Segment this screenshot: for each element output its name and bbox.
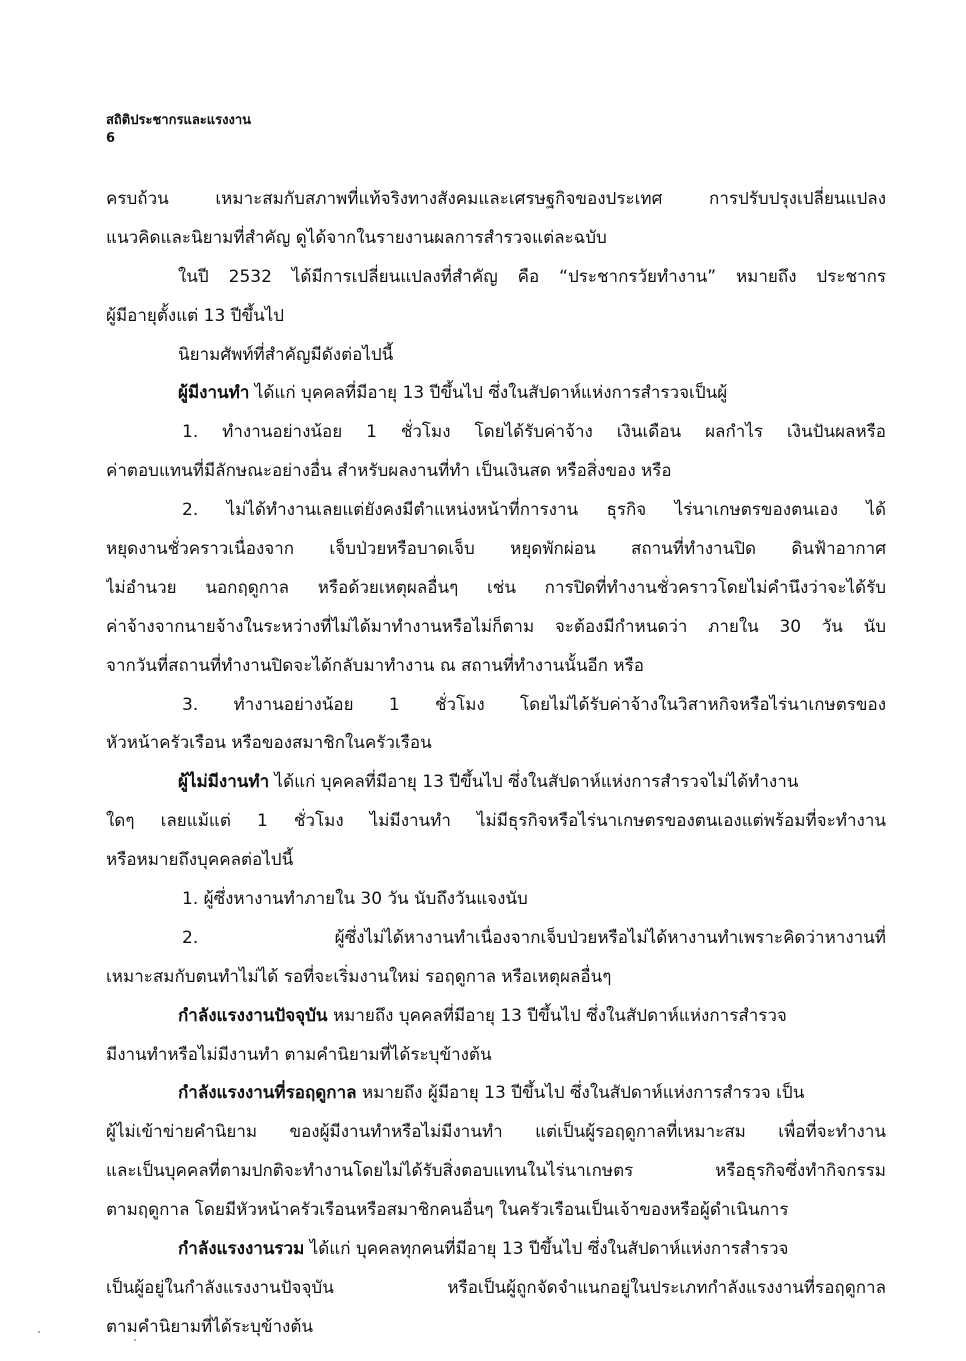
paragraph-line: ไม่อำนวย นอกฤดูกาล หรือด้วยเหตุผลอื่นๆ เช่น การปิดที่ทำงานชั่วคราวโดยไม่คำนึงว่าจะได้รับ <box>106 577 886 598</box>
definition-term: กำลังแรงงานที่รอฤดูกาล <box>178 1083 357 1104</box>
paragraph-line: ค่าตอบแทนที่มีลักษณะอย่างอื่น สำหรับผลงานที่ทำ เป็นเงินสด หรือสิ่งของ หรือ <box>106 461 672 482</box>
paragraph-line: ครบถ้วน เหมาะสมกับสภาพที่แท้จริงทางสังคมและเศรษฐกิจของประเทศ การปรับปรุงเปลี่ยนแปลง <box>106 189 886 209</box>
page-header <box>106 112 251 148</box>
paragraph-line: แนวคิดและนิยามที่สำคัญ ดูได้จากในรายงานผลการสำรวจแต่ละฉบับ <box>106 227 607 248</box>
paragraph-line: ตามคำนิยามที่ได้ระบุข้างต้น <box>106 1316 314 1337</box>
definition-text: ได้แก่ บุคคลที่มีอายุ 13 ปีขึ้นไป ซึ่งในสัปดาห์แห่งการสำรวจไม่ได้ทำงาน <box>269 772 799 793</box>
running-title: สถิติประชากรและแรงงาน <box>106 113 252 128</box>
definition-term: กำลังแรงงานปัจจุบัน <box>178 1005 328 1026</box>
definition-term: ผู้ไม่มีงานทำ <box>178 772 270 793</box>
list-item-line: 1. ผู้ซึ่งหางานทำภายใน 30 วัน นับถึงวันแจงนับ <box>182 889 528 910</box>
paragraph-line: มีงานทำหรือไม่มีงานทำ ตามคำนิยามที่ได้ระบุข้างต้น <box>106 1044 492 1065</box>
paragraph-line: หยุดงานชั่วคราวเนื่องจาก เจ็บป่วยหรือบาดเจ็บ หยุดพักผ่อน สถานที่ทำงานปิด ดินฟ้าอากาศ <box>106 539 886 560</box>
page-number: 6 <box>106 131 116 146</box>
body-text <box>106 180 886 1347</box>
paragraph-line: ในปี 2532 ได้มีการเปลี่ยนแปลงที่สำคัญ คือ “ประชากรวัยทำงาน” หมายถึง ประชากร <box>178 266 886 287</box>
list-item-line: 2. ไม่ได้ทำงานเลยแต่ยังคงมีตำแหน่งหน้าที่การงาน ธุรกิจ ไร่นาเกษตรของตนเอง ได้ <box>182 500 886 521</box>
paragraph-line: ตามฤดูกาล โดยมีหัวหน้าครัวเรือนหรือสมาชิกคนอื่นๆ ในครัวเรือนเป็นเจ้าของหรือผู้ดำเนินการ <box>106 1200 789 1221</box>
definition-text: ได้แก่ บุคคลทุกคนที่มีอายุ 13 ปีขึ้นไป ซึ่งในสัปดาห์แห่งการสำรวจ <box>304 1239 789 1260</box>
list-item-line: 3. ทำงานอย่างน้อย 1 ชั่วโมง โดยไม่ได้รับค่าจ้างในวิสาหกิจหรือไร่นาเกษตรของ <box>182 694 886 715</box>
paragraph-line: และเป็นบุคคลที่ตามปกติจะทำงานโดยไม่ได้รับสิ่งตอบแทนในไร่นาเกษตร หรือธุรกิจซึ่งทำกิจกรรม <box>106 1161 886 1182</box>
paragraph-line: ใดๆ เลยแม้แต่ 1 ชั่วโมง ไม่มีงานทำ ไม่มีธุรกิจหรือไร่นาเกษตรของตนเองแต่พร้อมที่จะทำงาน <box>106 811 886 832</box>
list-item-line: 1. ทำงานอย่างน้อย 1 ชั่วโมง โดยได้รับค่าจ้าง เงินเดือน ผลกำไร เงินปันผลหรือ <box>182 422 886 443</box>
paragraph-line: หรือหมายถึงบุคคลต่อไปนี้ <box>106 850 294 871</box>
paragraph-line: จากวันที่สถานที่ทำงานปิดจะได้กลับมาทำงาน ณ สถานที่ทำงานนั้นอีก หรือ <box>106 655 644 676</box>
paragraph-line: หัวหน้าครัวเรือน หรือของสมาชิกในครัวเรือน <box>106 733 432 754</box>
scan-speck <box>38 1331 40 1333</box>
definition-line <box>106 997 886 1036</box>
paragraph-line: ผู้ไม่เข้าข่ายคำนิยาม ของผู้มีงานทำหรือไม่มีงานทำ แต่เป็นผู้รอฤดูกาลที่เหมาะสม เพื่อที่จะทำงาน <box>106 1122 886 1143</box>
paragraph-line: ผู้มีอายุตั้งแต่ 13 ปีขึ้นไป <box>106 305 285 326</box>
definition-text: ได้แก่ บุคคลที่มีอายุ 13 ปีขึ้นไป ซึ่งในสัปดาห์แห่งการสำรวจเป็นผู้ <box>249 383 728 404</box>
definition-line <box>106 1230 886 1269</box>
definition-text: หมายถึง บุคคลที่มีอายุ 13 ปีขึ้นไป ซึ่งในสัปดาห์แห่งการสำรวจ <box>327 1005 787 1026</box>
list-item-line: 2. ผู้ซึ่งไม่ได้หางานทำเนื่องจากเจ็บป่วยหรือไม่ได้หางานทำเพราะคิดว่าหางานที่ <box>182 927 886 948</box>
paragraph-line: เหมาะสมกับตนทำไม่ได้ รอที่จะเริ่มงานใหม่ รอฤดูกาล หรือเหตุผลอื่นๆ <box>106 966 612 987</box>
scan-speck <box>134 1339 136 1341</box>
definition-line <box>106 763 886 802</box>
paragraph-line: นิยามศัพท์ที่สำคัญมีดังต่อไปนี้ <box>178 344 394 365</box>
definition-term: กำลังแรงงานรวม <box>178 1239 305 1260</box>
definition-line <box>106 374 886 413</box>
definition-text: หมายถึง ผู้มีอายุ 13 ปีขึ้นไป ซึ่งในสัปดาห์แห่งการสำรวจ เป็น <box>356 1083 805 1104</box>
definition-term: ผู้มีงานทำ <box>178 383 250 404</box>
paragraph-line: เป็นผู้อยู่ในกำลังแรงงานปัจจุบัน หรือเป็นผู้ถูกจัดจำแนกอยู่ในประเภทกำลังแรงงานที่รอฤดูกาล <box>106 1277 886 1298</box>
definition-line <box>106 1074 886 1113</box>
paragraph-line: ค่าจ้างจากนายจ้างในระหว่างที่ไม่ได้มาทำงานหรือไม่ก็ตาม จะต้องมีกำหนดว่า ภายใน 30 วัน นับ <box>106 616 886 637</box>
